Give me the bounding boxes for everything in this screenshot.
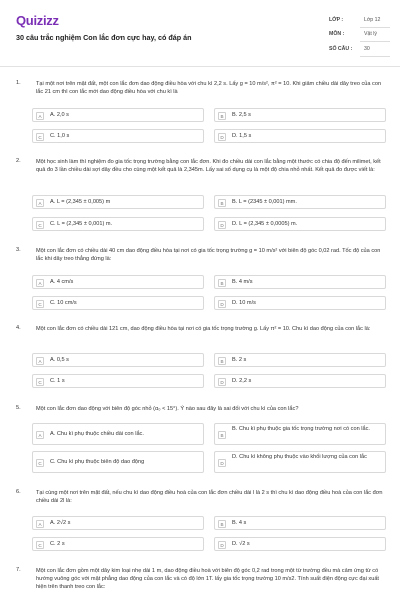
option-d[interactable] — [214, 129, 386, 143]
option-c[interactable] — [32, 537, 204, 551]
option-text: A. 2,0 s — [50, 112, 69, 118]
option-text: D. Chu kì không phụ thuộc vào khối lượng của con lắc — [232, 454, 367, 460]
question-text: Tại một nơi trên mặt đất, một con lắc đơn dao động điều hòa với chu kì 2,2 s. Lấy g = 10 m/s², π² = 10. Khi giảm chiều dài dây treo của con lắc 21 cm thì con lắc mới dao động điều hòa với chu kì là — [36, 81, 382, 96]
option-letter: A — [36, 431, 44, 439]
option-b[interactable] — [214, 275, 386, 289]
option-text: A. 4 cm/s — [50, 279, 74, 285]
meta-value-count: 30 — [364, 46, 370, 52]
option-text: A. Chu kì phụ thuộc chiều dài con lắc. — [50, 431, 144, 437]
option-text: D. 1,5 s — [232, 133, 252, 139]
option-letter: C — [36, 541, 44, 549]
question-text: Một học sinh làm thí nghiệm đo gia tốc trọng trường bằng con lắc đơn. Khi đo chiều dài con lắc bằng một thước có chia độ đến milimet, kết quả đo 3 lần chiều dài sợi dây đều cho cùng một kết quả là 2,345m. Lấy sai số dụng cụ là một độ chia nhỏ nhất. Kết quả đo được viết là: — [36, 159, 381, 174]
option-a[interactable] — [32, 108, 204, 122]
option-letter: D — [218, 221, 226, 229]
option-letter: C — [36, 300, 44, 308]
option-a[interactable] — [32, 275, 204, 289]
question-text: Một con lắc đơn dao động với biên độ góc nhỏ (α₀ < 15°). Ý nào sau đây là sai đối với chu kì của con lắc? — [36, 406, 299, 412]
option-letter: C — [36, 378, 44, 386]
question-text: Một con lắc đơn có chiều dài 121 cm, dao động điều hòa tại nơi có gia tốc trọng trường g. Lấy π² = 10. Chu kì dao động của con lắc là: — [36, 326, 371, 332]
option-letter: A — [36, 199, 44, 207]
option-a[interactable] — [32, 195, 204, 209]
option-c[interactable] — [32, 217, 204, 231]
option-b[interactable] — [214, 108, 386, 122]
option-letter: D — [218, 300, 226, 308]
option-text: A. 0,5 s — [50, 357, 69, 363]
option-text: B. Chu kì phụ thuộc gia tốc trọng trường nơi có con lắc. — [232, 426, 370, 432]
meta-value-class: Lớp 12 — [364, 17, 381, 23]
option-text: C. 1,0 s — [50, 133, 70, 139]
option-letter: D — [218, 133, 226, 141]
option-d[interactable] — [214, 451, 386, 473]
meta-divider — [360, 27, 390, 28]
option-text: B. 2,5 s — [232, 112, 251, 118]
option-d[interactable] — [214, 537, 386, 551]
quizizz-logo: Quizizz — [16, 13, 59, 28]
option-text: A. 2√2 s — [50, 520, 71, 526]
option-text: C. Chu kì phụ thuộc biên độ dao động — [50, 459, 145, 465]
option-letter: B — [218, 279, 226, 287]
option-a[interactable] — [32, 423, 204, 445]
question-number: 4. — [16, 325, 21, 331]
option-letter: A — [36, 520, 44, 528]
question-text: Tại cùng một nơi trên mặt đất, nếu chu kì dao động điều hoà của con lắc đơn chiều dài l là 2 s thì chu kì dao động điều hoà của con lắc đơn chiều dài 2l là: — [36, 490, 383, 505]
option-letter: D — [218, 541, 226, 549]
option-b[interactable] — [214, 353, 386, 367]
option-letter: B — [218, 112, 226, 120]
header-divider — [0, 66, 400, 67]
option-text: B. L = (2345 ± 0,001) mm. — [232, 199, 297, 205]
option-letter: C — [36, 133, 44, 141]
option-d[interactable] — [214, 217, 386, 231]
option-text: B. 4 s — [232, 520, 247, 526]
option-text: B. 4 m/s — [232, 279, 253, 285]
option-d[interactable] — [214, 374, 386, 388]
option-a[interactable] — [32, 516, 204, 530]
option-text: C. 1 s — [50, 378, 65, 384]
meta-value-subject: Vật lý — [364, 31, 377, 37]
document-title: 30 câu trắc nghiệm Con lắc đơn cực hay, có đáp án — [16, 33, 192, 42]
option-d[interactable] — [214, 296, 386, 310]
question-number: 7. — [16, 567, 21, 573]
option-letter: D — [218, 378, 226, 386]
meta-label-subject: MÔN : — [329, 31, 345, 37]
question-number: 2. — [16, 158, 21, 164]
option-letter: A — [36, 357, 44, 365]
option-text: D. L = (2,345 ± 0,0005) m. — [232, 221, 298, 227]
option-letter: B — [218, 431, 226, 439]
option-letter: B — [218, 520, 226, 528]
option-text: C. 2 s — [50, 541, 65, 547]
option-text: A. L = (2,345 ± 0,005) m — [50, 199, 111, 205]
meta-divider — [360, 56, 390, 57]
option-text: D. √2 s — [232, 541, 250, 547]
document-header — [0, 0, 400, 64]
option-text: C. 10 cm/s — [50, 300, 77, 306]
meta-label-count: SỐ CÂU : — [329, 46, 353, 52]
option-text: B. 2 s — [232, 357, 247, 363]
option-letter: B — [218, 357, 226, 365]
option-letter: B — [218, 199, 226, 207]
option-letter: D — [218, 459, 226, 467]
option-c[interactable] — [32, 296, 204, 310]
option-text: D. 2,2 s — [232, 378, 252, 384]
option-b[interactable] — [214, 195, 386, 209]
option-text: D. 10 m/s — [232, 300, 256, 306]
option-letter: C — [36, 459, 44, 467]
meta-label-class: LỚP : — [329, 17, 344, 23]
question-number: 6. — [16, 489, 21, 495]
option-c[interactable] — [32, 451, 204, 473]
option-letter: C — [36, 221, 44, 229]
question-number: 3. — [16, 247, 21, 253]
meta-divider — [360, 41, 390, 42]
option-a[interactable] — [32, 353, 204, 367]
question-text: Một con lắc đơn có chiều dài 40 cm dao động điều hòa tại nơi có gia tốc trọng trường g = 10 m/s² với biên độ góc 0,02 rad. Tốc độ của con lắc khi dây treo thẳng đứng là: — [36, 248, 381, 263]
question-text: Một con lắc đơn gồm một dây kim loại nhẹ dài 1 m, dao động điều hoà với biên độ góc 0,2 rad trong một từ trường đều mà cảm ứng từ có hướng vuông góc với mặt phẳng dao động của con lắc và có độ lớn 1T. lấy gia tốc trọng trường 10 m/s2. Tính suất điện động cực đại xuất hiện trên thanh treo con lắc: — [36, 568, 379, 591]
option-c[interactable] — [32, 374, 204, 388]
option-letter: A — [36, 112, 44, 120]
question-number: 1. — [16, 80, 21, 86]
option-letter: A — [36, 279, 44, 287]
option-b[interactable] — [214, 516, 386, 530]
option-b[interactable] — [214, 423, 386, 445]
question-number: 5. — [16, 405, 21, 411]
option-text: C. L = (2,345 ± 0,001) m. — [50, 221, 113, 227]
option-c[interactable] — [32, 129, 204, 143]
